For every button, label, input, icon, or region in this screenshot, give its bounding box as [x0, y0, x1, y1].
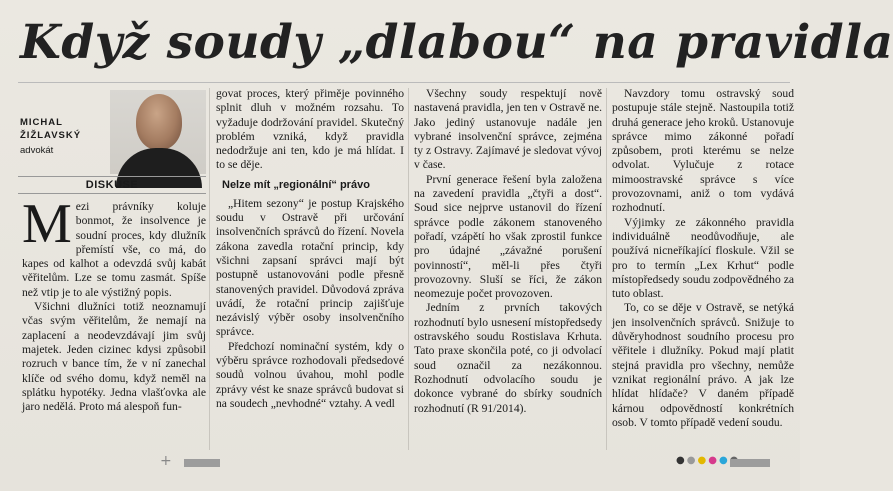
- author-portrait: [110, 90, 206, 174]
- author-first-name: MICHAL: [20, 117, 63, 128]
- paragraph: Všechny soudy respektují nově nastavená pravidla, jen ten v Ostravě ne. Jako jediný ustanovuje nadále jen vybrané insolvenční správce, zejména ty z Ostravy. Zajímavé je sledovat vývoj v čase.: [414, 87, 603, 172]
- paragraph: Výjimky ze zákonného pravidla individuálně neodůvodňuje, ale používá nicneříkající floskule. Vžil se pro to termín „Lex Krhut“ podle místopředsedy soudu zodpovědného za tuto oblast.: [612, 215, 794, 301]
- drop-cap: M: [22, 193, 72, 255]
- paragraph: Všichni dlužníci totiž neoznamují včas svým věřitelům, že nemají na zaplacení a neodevzdávají jim svůj majetek. Jeden cizinec kdysi způsobil rozruch v bance tím, že v ní zanechal klíče od svého domu, když neměl na splátku hypotéky. Jedna vlašťovka ale jaro nedělá. Proto má alespoň fun-: [22, 300, 206, 414]
- portrait-head: [136, 94, 182, 150]
- section-label: DISKUSE: [18, 176, 206, 194]
- article-column-2: [216, 87, 404, 452]
- article-column-4: [612, 87, 794, 452]
- registration-plus-mark: +: [160, 453, 172, 469]
- article-column-1: [22, 193, 206, 450]
- column-divider: [408, 88, 409, 450]
- author-role: advokát: [20, 145, 54, 156]
- column-divider: [606, 88, 607, 450]
- author-name: [20, 116, 110, 142]
- print-bar: [184, 459, 220, 467]
- paragraph: První generace řešení byla založena na zavedení pravidla „čtyři a dost“. Soud sice nejprve ustanovil do řízení správce podle zákonem stanoveného pořadí, vzápětí ho však zprostil funkce pro údajné „závažné porušení povinností“, měl-li přes čtyři provozovny. Sluší se říci, že zákon neomezuje počet provozoven.: [414, 172, 602, 301]
- paragraph: Jedním z prvních takových rozhodnutí bylo usnesení místopředsedy ostravského soudu Rostislava Krhuta. Tato praxe skončila poté, co ji odvolací soud označil za nezákonnou. Rozhodnutí odvolacího soudu je dokonce vybrané do sbírky soudních rozhodnutí (R 91/2014).: [414, 301, 602, 415]
- lead-paragraph: [22, 193, 206, 300]
- print-bar: [730, 459, 770, 467]
- article-column-3: [414, 87, 602, 452]
- headline: Když soudy „dlabou“ na pravidla: [20, 15, 893, 70]
- column-divider: [209, 88, 210, 450]
- author-box: [18, 90, 206, 174]
- paragraph: govat proces, který přiměje povinného splnit dluh v možném rozsahu. To vyžaduje dodržování pravidel. Skutečný problém vzniká, když pravidla nedodržuje ani ten, kdo je má hlídat. I to se děje.: [216, 87, 404, 172]
- author-last-name: ŽIŽLAVSKÝ: [20, 130, 82, 141]
- paragraph: To, co se děje v Ostravě, se netýká jen insolvenčních správců. Snižuje to důvěryhodnost soudního procesu pro věřitele i dlužníky. Pokud mají platit stejná pravidla pro všechny, nemůže vznikat regionální právo. A jak lze hlídat hlídače? V daném případě kárnou odpovědností konkrétních osob. V tomto případě vedení soudu.: [612, 301, 794, 429]
- paragraph: Navzdory tomu ostravský soud postupuje stále stejně. Nastoupila totiž druhá generace jeho kroků. Ustanovuje správce mimo zákonné pořadí způsobem, proti kterému se nelze odvolat. Vylučuje z rotace mimoostravské správce s více provozovnami, aniž o tom vydává rozhodnutí.: [612, 87, 794, 215]
- color-registration-dots: ●●●●●: [676, 455, 730, 466]
- paragraph-text: ezi právníky koluje bonmot, že insolvence je soudní proces, kdy dlužník přemístí vše, co má, do kapes od kalhot a odevzdá svůj kabát věřitelům. Lze se tomu zasmát. Spíše než vtip je to ale výstižný popis.: [22, 200, 206, 299]
- paragraph: „Hitem sezony“ je postup Krajského soudu v Ostravě při určování insolvenčních správců do řízení. Novela zákona zavedla rotační princip, kdy všichni zapsaní správci mají být postupně ustanovováni podle přesně stanovených pravidel. Důvodová zpráva uvádí, že rotační princip zajišťuje nezávislý výběr osoby insolvenčního správce.: [216, 196, 404, 339]
- paragraph: Předchozí nominační systém, kdy o výběru správce rozhodovali předsedové soudů volnou úvahou, mohl podle zprávy vést ke snaze správců budovat si na soudech „nevhodné“ vztahy. A vedl: [216, 339, 404, 410]
- subheading: Nelze mít „regionální“ právo: [222, 178, 370, 191]
- headline-rule: [18, 82, 790, 83]
